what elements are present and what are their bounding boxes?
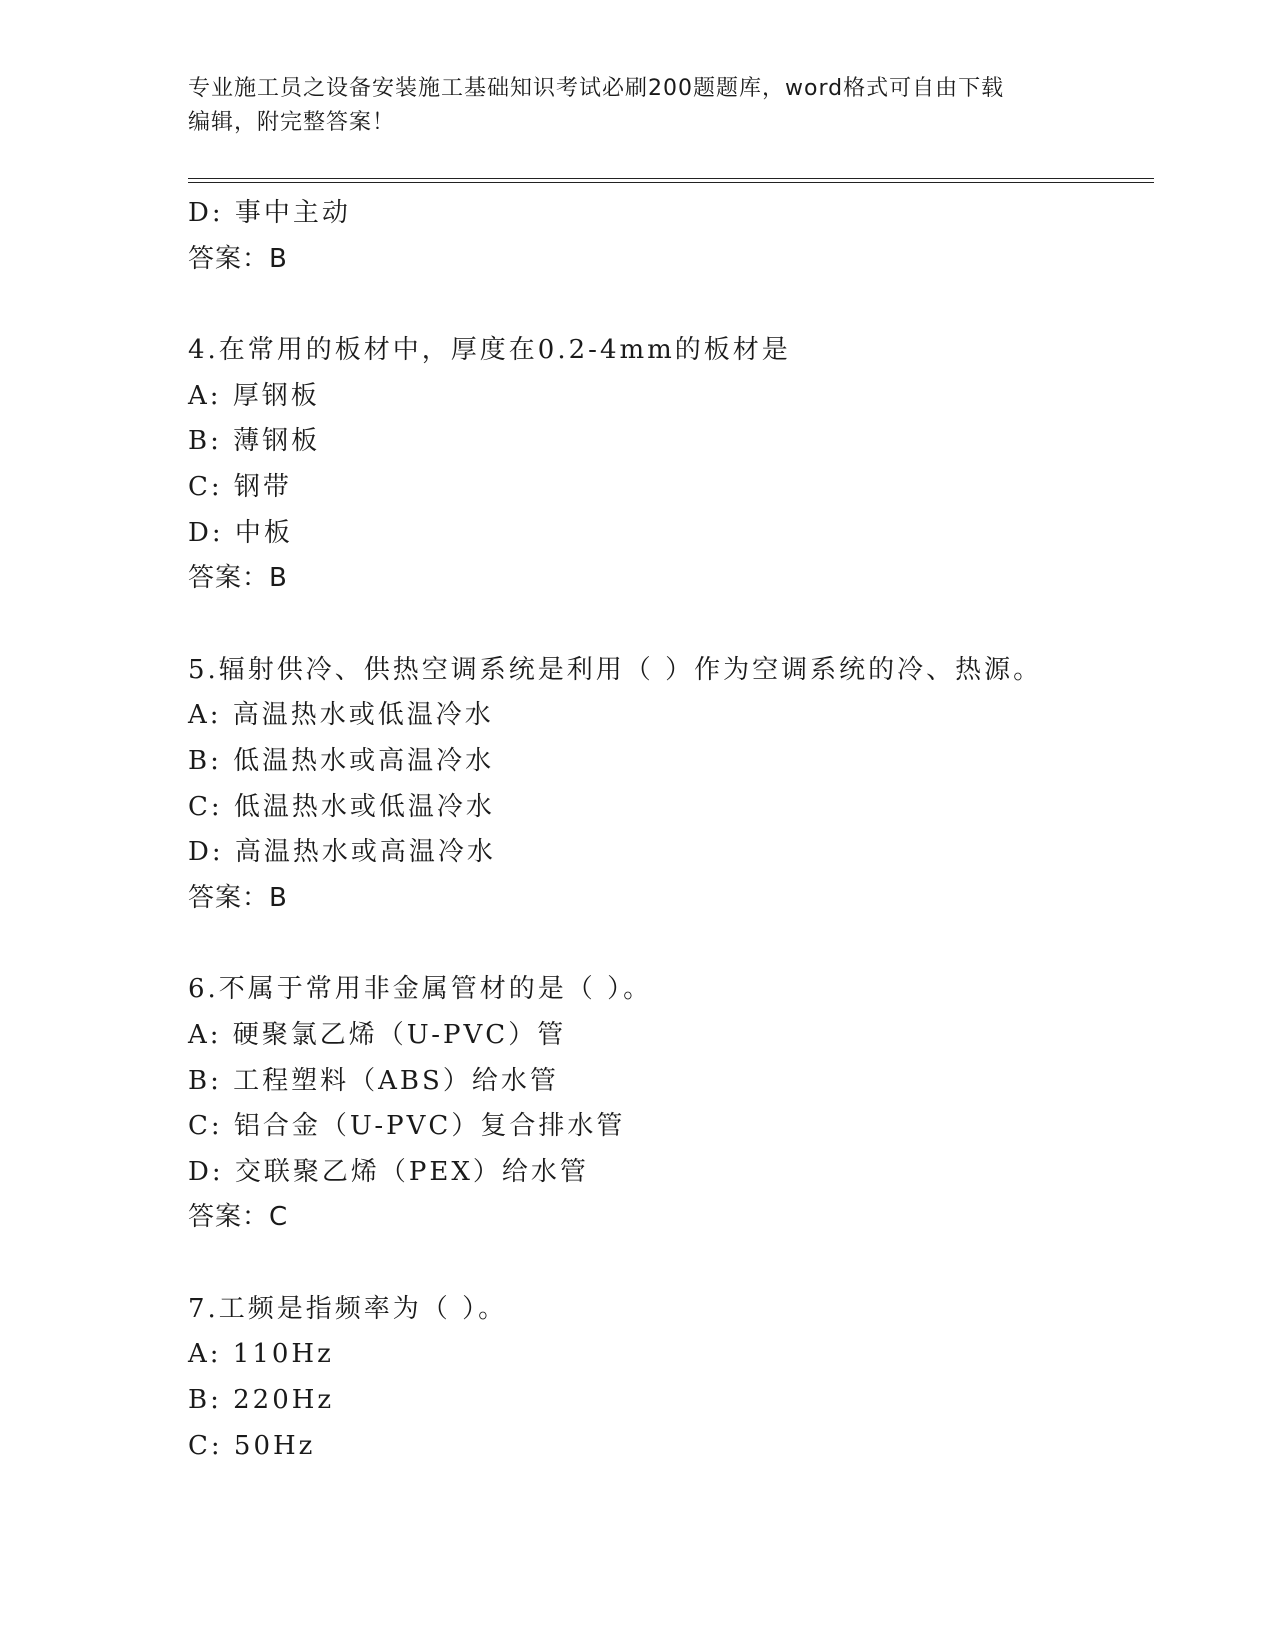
option-c: C: 钢带 bbox=[188, 471, 292, 502]
question-block-6 bbox=[188, 967, 1154, 1241]
question-block-3-continued bbox=[188, 191, 1154, 282]
answer-line: 答案：B bbox=[188, 563, 288, 594]
question-list bbox=[188, 191, 1154, 1469]
option-c: C: 低温热水或低温冷水 bbox=[188, 791, 495, 822]
question-block-4 bbox=[188, 328, 1154, 602]
question-block-7 bbox=[188, 1287, 1154, 1469]
option-b: B: 工程塑料（ABS）给水管 bbox=[188, 1065, 559, 1096]
option-b: B: 低温热水或高温冷水 bbox=[188, 745, 495, 776]
option-c: C: 铝合金（U-PVC）复合排水管 bbox=[188, 1111, 626, 1142]
header-title-line-1: 专业施工员之设备安装施工基础知识考试必刷200题题库，word格式可自由下载 bbox=[188, 76, 1005, 101]
option-d: D: 事中主动 bbox=[188, 198, 351, 228]
option-b: B: 薄钢板 bbox=[188, 426, 321, 457]
option-d: D: 中板 bbox=[188, 517, 293, 548]
question-text: 4.在常用的板材中，厚度在0.2-4mm的板材是 bbox=[188, 335, 791, 366]
question-block-5 bbox=[188, 648, 1154, 922]
answer-line: 答案：B bbox=[188, 882, 288, 913]
question-text: 7.工频是指频率为（ ）。 bbox=[188, 1293, 508, 1324]
question-text: 6.不属于常用非金属管材的是（ ）。 bbox=[188, 974, 653, 1005]
question-text: 5.辐射供冷、供热空调系统是利用（ ）作为空调系统的冷、热源。 bbox=[188, 654, 1043, 685]
option-b: B: 220Hz bbox=[188, 1385, 335, 1416]
option-a: A: 110Hz bbox=[188, 1339, 334, 1370]
header-double-rule bbox=[188, 178, 1154, 183]
option-c: C: 50Hz bbox=[188, 1430, 316, 1461]
answer-line: 答案：B bbox=[188, 243, 288, 274]
answer-line: 答案：C bbox=[188, 1202, 289, 1233]
option-d: D: 高温热水或高温冷水 bbox=[188, 837, 496, 868]
document-header bbox=[188, 72, 1088, 140]
option-a: A: 厚钢板 bbox=[188, 380, 320, 411]
option-a: A: 硬聚氯乙烯（U-PVC）管 bbox=[188, 1019, 567, 1050]
header-title-line-2: 编辑，附完整答案！ bbox=[188, 110, 396, 135]
option-d: D: 交联聚乙烯（PEX）给水管 bbox=[188, 1156, 589, 1187]
option-a: A: 高温热水或低温冷水 bbox=[188, 700, 494, 731]
